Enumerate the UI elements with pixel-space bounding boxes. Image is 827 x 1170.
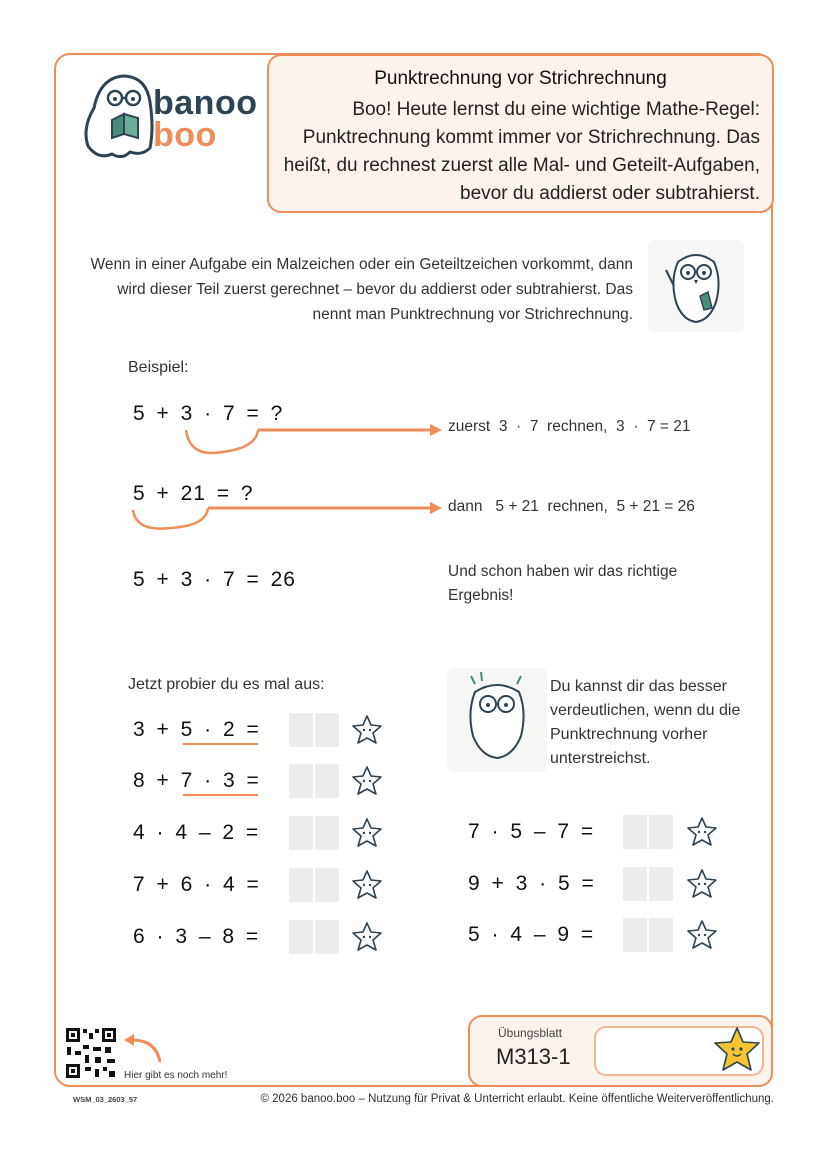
star-icon[interactable] bbox=[350, 816, 384, 850]
example-step2-note: dann 5 + 21 rechnen, 5 + 21 = 26 bbox=[448, 498, 695, 515]
example-step1-note: zuerst 3 · 7 rechnen, 3 · 7 = 21 bbox=[448, 418, 691, 435]
practice-label: Jetzt probier du es mal aus: bbox=[128, 676, 325, 693]
answer-box[interactable] bbox=[315, 920, 339, 954]
page-title: Punktrechnung vor Strichrechnung bbox=[374, 68, 667, 89]
example-step3-expression: 5 + 3 · 7 = 26 bbox=[133, 568, 296, 591]
sheet-code: M313-1 bbox=[496, 1044, 571, 1069]
answer-box[interactable] bbox=[315, 764, 339, 798]
answer-box[interactable] bbox=[315, 816, 339, 850]
answer-box[interactable] bbox=[289, 816, 313, 850]
qr-caption: Hier gibt es noch mehr! bbox=[124, 1070, 228, 1081]
example-step2-expression: 5 + 21 = ? bbox=[133, 482, 254, 505]
star-icon[interactable] bbox=[685, 918, 719, 952]
star-icon[interactable] bbox=[350, 920, 384, 954]
exercise-left-5: 6 · 3 – 8 = bbox=[133, 925, 260, 948]
exercise-left-3: 4 · 4 – 2 = bbox=[133, 821, 260, 844]
document-code: WSM_03_2603_57 bbox=[73, 1095, 138, 1104]
smiling-star-icon bbox=[712, 1026, 762, 1074]
star-icon[interactable] bbox=[350, 764, 384, 798]
example-label: Beispiel: bbox=[128, 359, 189, 376]
example-step1-expression: 5 + 3 · 7 = ? bbox=[133, 402, 284, 425]
arrow-head-2 bbox=[430, 502, 442, 514]
bracket-arc-2 bbox=[133, 508, 208, 529]
brand-name-line2: boo bbox=[153, 116, 217, 154]
exercise-left-4: 7 + 6 · 4 = bbox=[133, 873, 260, 896]
answer-box[interactable] bbox=[623, 815, 647, 849]
exercise-right-2: 9 + 3 · 5 = bbox=[468, 872, 595, 895]
answer-box[interactable] bbox=[623, 918, 647, 952]
star-icon[interactable] bbox=[685, 815, 719, 849]
star-icon[interactable] bbox=[685, 867, 719, 901]
exercise-left-1: 3 + 5 · 2 = bbox=[133, 718, 260, 741]
answer-box[interactable] bbox=[649, 867, 673, 901]
intro-text: Boo! Heute lernst du eine wichtige Mathe-Regel: Punktrechnung kommt immer vor Strichrechnung. Das heißt, du rechnest zuerst alle Mal- und Geteilt-Aufgaben, bevor du addierst oder subtrahierst. bbox=[283, 99, 760, 204]
example-step3-note: Und schon haben wir das richtige Ergebnis! bbox=[448, 563, 678, 604]
star-icon[interactable] bbox=[350, 713, 384, 747]
bracket-arc-1 bbox=[186, 430, 258, 453]
answer-box[interactable] bbox=[315, 713, 339, 747]
explanation-text: Wenn in einer Aufgabe ein Malzeichen oder ein Geteiltzeichen vorkommt, dann wird dieser Teil zuerst gerechnet – bevor du addierst oder subtrahierst. Das nennt man Punktrechnung vor Strichrechnung. bbox=[90, 256, 633, 323]
star-icon[interactable] bbox=[350, 868, 384, 902]
answer-box[interactable] bbox=[289, 920, 313, 954]
brand-name-line1: banoo bbox=[153, 84, 258, 122]
owl-thinking-icon bbox=[447, 668, 547, 772]
owl-thinking-illustration bbox=[447, 668, 547, 772]
answer-box[interactable] bbox=[289, 868, 313, 902]
exercise-right-3: 5 · 4 – 9 = bbox=[468, 923, 595, 946]
answer-box[interactable] bbox=[289, 713, 313, 747]
tip-text: Du kannst dir das besser verdeutlichen, wenn du die Punktrechnung vorher unterstreichst. bbox=[550, 678, 741, 767]
answer-box[interactable] bbox=[649, 815, 673, 849]
qr-code-icon[interactable] bbox=[65, 1027, 117, 1079]
exercise-right-1: 7 · 5 – 7 = bbox=[468, 820, 595, 843]
answer-box[interactable] bbox=[315, 868, 339, 902]
exercise-left-2: 8 + 7 · 3 = bbox=[133, 769, 260, 792]
answer-box[interactable] bbox=[649, 918, 673, 952]
curved-arrow-icon bbox=[120, 1030, 170, 1066]
arrow-head-1 bbox=[430, 424, 442, 436]
answer-box[interactable] bbox=[289, 764, 313, 798]
answer-box[interactable] bbox=[623, 867, 647, 901]
copyright-text: © 2026 banoo.boo – Nutzung für Privat & Unterricht erlaubt. Keine öffentliche Weiterveröffentlichung. bbox=[260, 1093, 774, 1105]
sheet-label: Übungsblatt bbox=[498, 1026, 563, 1040]
